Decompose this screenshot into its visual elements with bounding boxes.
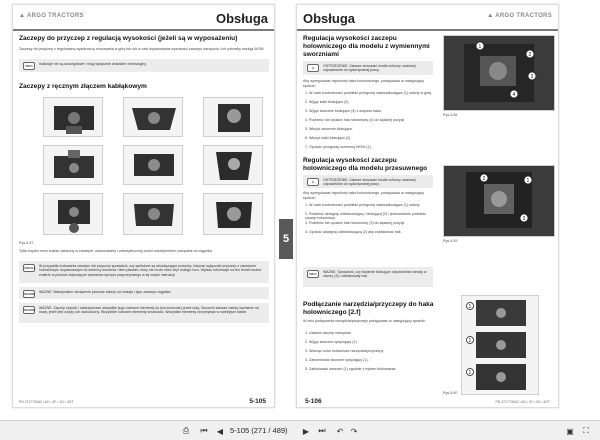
page-indicator: 5-105 (271 / 489) <box>230 426 288 435</box>
section-intro: Aby wyregulować wysokość haka holowniczego, postępować w następujący sposób: <box>303 191 425 200</box>
step-item: 6. Włożyć kołki blokujące (2). <box>305 136 352 140</box>
svg-text:1: 1 <box>468 338 472 344</box>
first-page-icon[interactable]: ⏮ <box>200 426 208 435</box>
svg-text:3: 3 <box>530 74 534 80</box>
section-intro: Aby wyregulować wysokość haka holowniczego, postępować w następujący sposób: <box>303 79 425 88</box>
step-item: 3. Wsunąć ucho holownicze narzędzia/przyczepy. <box>305 349 385 353</box>
svg-text:2: 2 <box>482 176 486 182</box>
warning-note: UWAGA W przypadku holowania zaczepu lub przyczep sprawdzić, czy spełnione są obowiązujące przepisy. Używać wyłącznie przyczep z zaczepem holowniczym dopasowanym do średnicy sworznia i tłem płaskim, który nie może mieć zbyt dużego luzu. Wpisać informacje na ten temat można znaleźć w punkcie dotyczącym wymiarów sprzętu przyczepowego w tej części instrukcji. <box>19 261 269 283</box>
section-title-height-adjustable: Zaczepy do przyczep z regulacją wysokości (jeżeli są w wyposażeniu) <box>19 35 238 42</box>
section-title-manual-hitch: Zaczepy z ręcznym złączem kabłąkowym <box>19 83 147 90</box>
figure-caption: Rys.5-58 <box>443 113 458 117</box>
forward-icon[interactable]: ↷ <box>350 426 358 436</box>
step-item: 1. Ustawić zaczep narzędzia. <box>305 331 352 335</box>
section-title-interchangeable-pins: Regulacja wysokości zaczepu holowniczego dla modelu z wymiennymi sworzniami <box>303 35 430 58</box>
section-title-sliding-model: Regulacja wysokości zaczepu holowniczego dla modelu przesuwnego <box>303 157 428 172</box>
footer-code: PN 3717700A2 • AV • 4F • 4G • 4GT <box>495 400 550 404</box>
step-item: 7. Opuścić przegrodę ochronną WOM (1). <box>305 145 372 149</box>
prev-page-icon[interactable]: ◀ <box>216 426 224 436</box>
svg-text:1: 1 <box>526 178 530 184</box>
important-icon: WAŻNE <box>24 308 35 312</box>
info-icon: INFO <box>23 62 35 70</box>
step-item: 4. Opuścić dźwignię odblokowującą (2) aby zablokować hak. <box>305 230 402 234</box>
print-icon[interactable]: ⎙ <box>182 426 190 435</box>
svg-text:1: 1 <box>468 304 472 310</box>
info-note: INFO Ilustracje nie są szczegółowe i mają wyłącznie charakter orientacyjny. <box>19 59 269 72</box>
back-icon[interactable]: ↶ <box>336 426 344 436</box>
warning-icon: ⚠ <box>307 178 319 186</box>
brand-logo: ▲ ARGO TRACTORS <box>19 13 84 19</box>
viewer-toolbar <box>0 420 600 440</box>
figure-caption: Rys.5-60 <box>443 391 458 395</box>
info-note: INFO WAŻNE: Sprawdzić, czy trzpienie blokujące odpowiednio weszły w otwory (3) i zablokowały hak. <box>303 267 433 287</box>
step-item: 3. Wyjąć sworznie blokujące (3) z wnętrza haka. <box>305 109 382 113</box>
hitch-photo-2 <box>123 97 183 137</box>
important-icon: WAŻNE <box>24 292 35 296</box>
page-number: 5-105 <box>249 398 266 405</box>
step-item: 3. Podnieść lub opuścić hak holowniczy (3) do żądanej pozycji. <box>305 221 406 225</box>
full-screen-icon[interactable]: ⛶ <box>583 426 589 435</box>
step-item: 5. Włożyć sworznie blokujące. <box>305 127 353 131</box>
hitch-photo-5 <box>123 145 183 185</box>
step-item: 4. Zamontować sworzeń sprężający (1). <box>305 358 369 362</box>
page-gutter <box>276 4 295 408</box>
section-intro: W celu podłączenia narzędzia/przyczepy postępować w następujący sposób: <box>303 319 426 323</box>
fit-page-icon[interactable]: ▣ <box>566 426 574 436</box>
footer-code: PN 3717700A2 • AV • 4F • 4G • 4GT <box>19 400 74 404</box>
step-item: 5. Zablokować sworzeń (1) zgodnie z trybem blokowania. <box>305 367 397 371</box>
body-text: Tylko trzpień musi zostać założony w zaczepie, zamocowany i zabezpieczony przed odczepieniem narzędzia od ciągnika. <box>19 249 213 253</box>
important-note-1: WAŻNE WAŻNE: Maksymalne obciążenie pionowe zależy od rodzaju i typu zaczepu ciągnika. <box>19 287 269 299</box>
svg-text:3: 3 <box>522 216 526 222</box>
section-tab: 5 <box>279 219 293 259</box>
hitch-photo-sliding <box>443 165 555 237</box>
page-number: 5-106 <box>305 398 322 405</box>
info-icon: INFO <box>307 270 319 278</box>
figure-caption: Rys.5-57 <box>19 241 34 245</box>
step-item: 4. Podnieść lub opuścić hak holowniczy (4) do żądanej pozycji. <box>305 118 406 122</box>
warning-icon: ⚠ <box>307 64 319 72</box>
warning-icon: UWAGA <box>24 266 36 270</box>
hitch-photo-9 <box>203 193 263 235</box>
step-item: 1. W razie konieczności podnieść przegrody zabezpieczające (1) osłony w górę. <box>305 91 433 95</box>
step-item: 2. Wyjąć sworzeń sprężający (1). <box>305 340 358 344</box>
brand-logo: ▲ ARGO TRACTORS <box>487 13 552 19</box>
warning-note: ⚠ OSTRZEŻENIE: Zawsze stosować środki ochrony osobistej odpowiednie do wykonywanej pracy. <box>303 175 433 188</box>
hitch-photo-3 <box>203 97 263 137</box>
step-item: 2. Podnieść dźwignię odblokowującą / blokującą (2) i jednocześnie podnieść zaczep holowniczy. <box>305 212 427 221</box>
hitch-photo-6 <box>203 145 263 185</box>
important-note-2: WAŻNE WAŻNE: Zaczep czyścić i zabezpieczać wszystkie jego ruchome elementy (w tym sworznie) przed rdzą. Sworzeń zawsze należy wymienić na nowy, jeżeli jest zużyty lub uszkodzony. Wszystkie ruchome elementy smarować. Wszystkie elementy utrzymywać w należytym stanie. <box>19 303 269 323</box>
header-rule <box>297 29 558 31</box>
next-page-icon[interactable]: ▶ <box>302 426 310 436</box>
svg-text:1: 1 <box>478 44 482 50</box>
page-header-title: Obsługa <box>215 11 268 26</box>
warning-note: ⚠ OSTRZEŻENIE: Zawsze stosować środki ochrony osobistej odpowiednie do wykonywanej pracy. <box>303 61 433 75</box>
right-page <box>296 4 559 408</box>
svg-text:2: 2 <box>528 52 532 58</box>
hitch-photo-4 <box>43 145 103 185</box>
hitch-photo-1 <box>43 97 103 137</box>
page-header-title: Obsługa <box>303 11 356 26</box>
step-item: 2. Wyjąć kołki blokujące (2). <box>305 100 350 104</box>
hitch-photo-7 <box>43 193 103 235</box>
left-page <box>12 4 275 408</box>
section-title-attach-implement: Podłączanie narzędzia/przyczepy do haka holowniczego [2.f] <box>303 301 434 316</box>
svg-text:4: 4 <box>512 92 516 98</box>
last-page-icon[interactable]: ⏭ <box>318 426 326 435</box>
header-rule <box>13 29 274 31</box>
step-item: 1. W razie konieczności podnieść przegrody zabezpieczające (1) osłony. <box>305 203 421 207</box>
hitch-photo-attach-steps <box>461 295 539 395</box>
hitch-photo-8 <box>123 193 183 235</box>
svg-text:1: 1 <box>468 370 472 376</box>
hitch-photo-interchangeable <box>443 35 555 111</box>
section-body: Zaczepy do przyczep z regulowaną wysokością mocowania w góry lub dół w celu dopasowania wysokości zaczepu narzędzia i ich potrzeby obsługi WOM. <box>19 47 265 51</box>
figure-caption: Rys.5-59 <box>443 239 458 243</box>
